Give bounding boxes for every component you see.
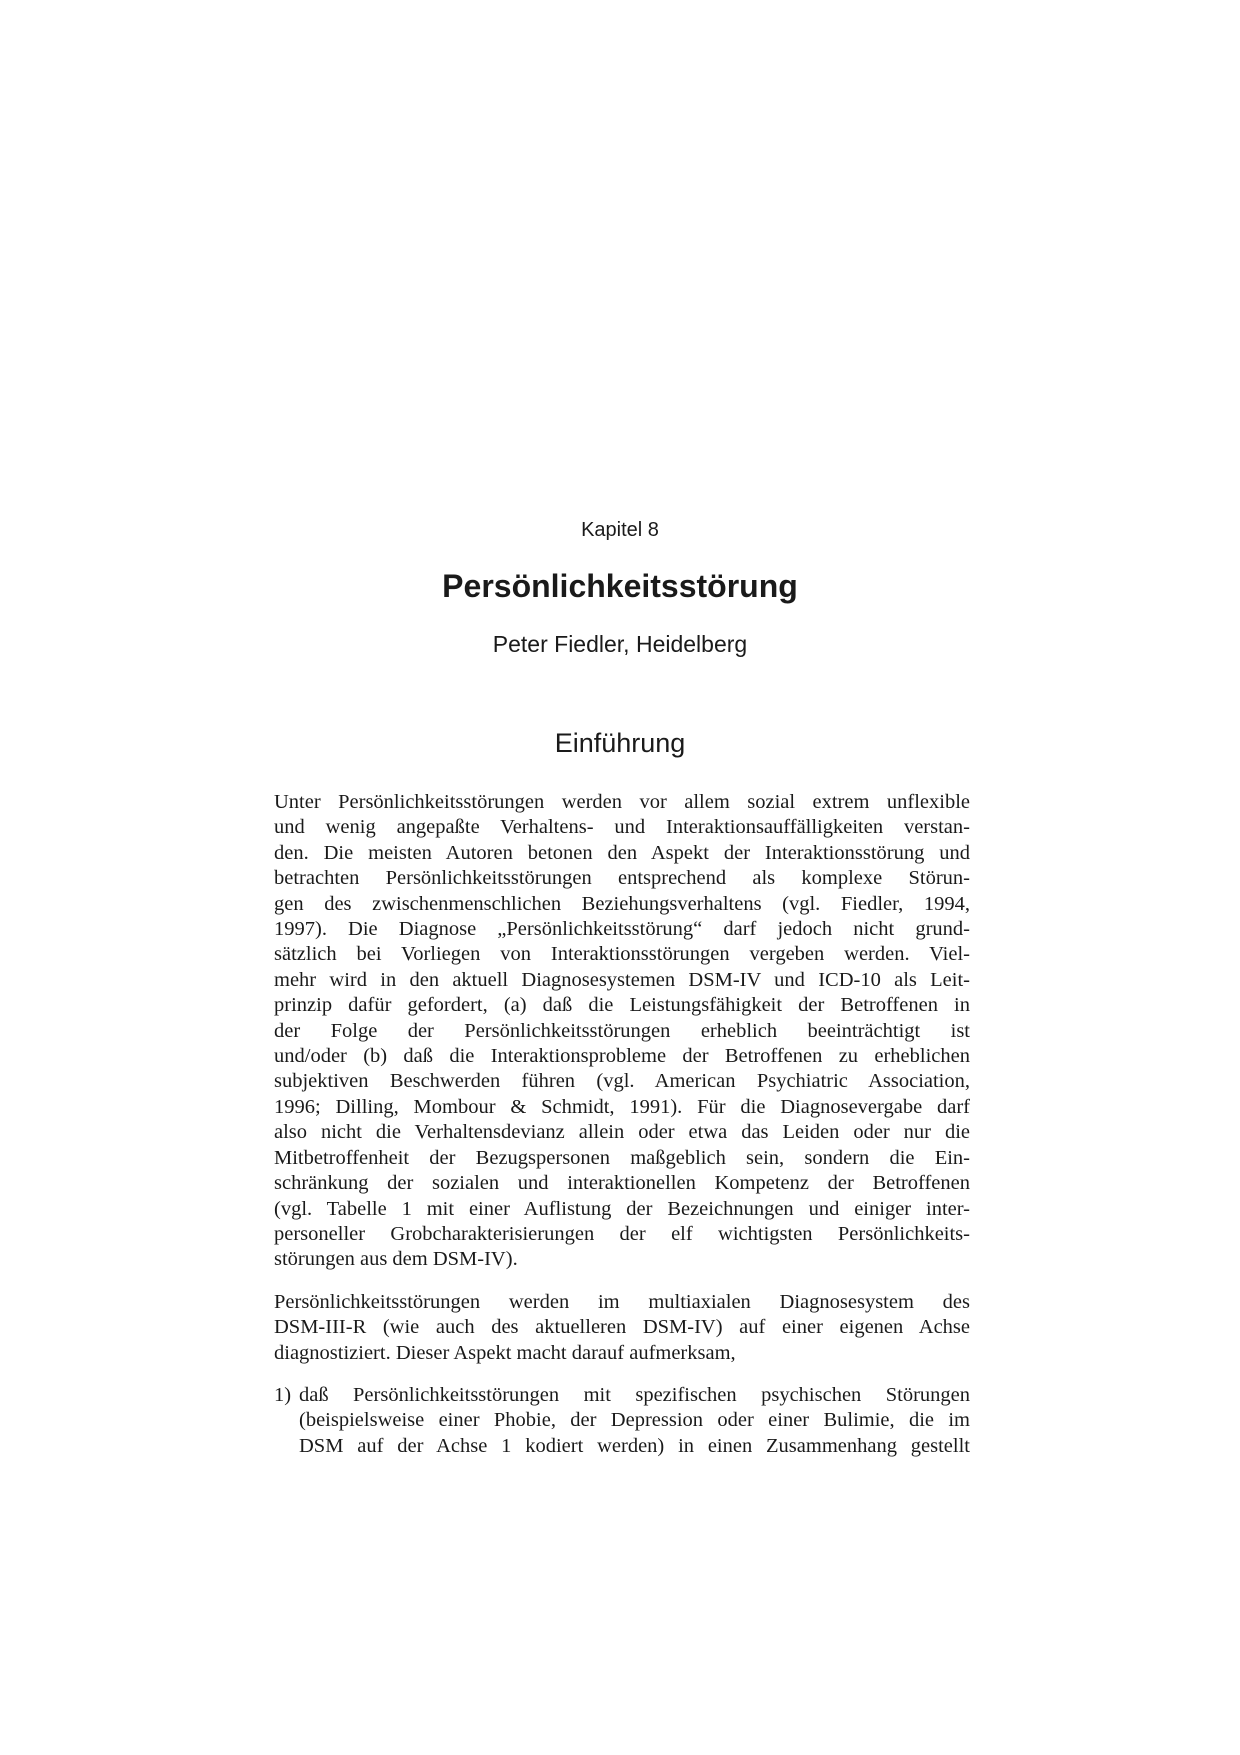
text-line: prinzip dafür gefordert, (a) daß die Leistungsfähigkeit der Betroffenen in (274, 994, 970, 1017)
text-line: (beispielsweise einer Phobie, der Depression oder einer Bulimie, die im (299, 1409, 970, 1432)
text-line: Persönlichkeitsstörungen werden im multiaxialen Diagnosesystem des (274, 1291, 970, 1313)
text-line: betrachten Persönlichkeitsstörungen entsprechend als komplexe Störun- (274, 867, 970, 890)
text-line: (vgl. Tabelle 1 mit einer Auflistung der Bezeichnungen und einiger inter- (274, 1197, 970, 1220)
numbered-list (274, 1383, 970, 1459)
text-line: personeller Grobcharakterisierungen der elf wichtigsten Persönlichkeits- (274, 1222, 970, 1245)
text-line: DSM auf der Achse 1 kodiert werden) in einen Zusammenhang gestellt (299, 1434, 970, 1457)
chapter-title: Persönlichkeitsstörung (442, 568, 798, 604)
text-line: daß Persönlichkeitsstörungen mit spezifischen psychischen Störungen (299, 1384, 970, 1406)
text-line: den. Die meisten Autoren betonen den Aspekt der Interaktionsstörung und (274, 841, 970, 864)
list-marker: 1) (274, 1384, 292, 1406)
section-heading: Einführung (554, 728, 686, 758)
text-line: der Folge der Persönlichkeitsstörungen erheblich beeinträchtigt ist (274, 1019, 970, 1042)
body-paragraph-1 (274, 790, 970, 1273)
text-line: störungen aus dem DSM-IV). (274, 1248, 518, 1271)
text-line: Unter Persönlichkeitsstörungen werden vor allem sozial extrem unflexible (274, 791, 970, 813)
text-line: sätzlich bei Vorliegen von Interaktionsstörungen vergeben werden. Viel- (274, 943, 970, 966)
text-line: diagnostiziert. Dieser Aspekt macht darauf aufmerksam, (274, 1341, 736, 1364)
list-item (274, 1383, 970, 1459)
text-line: also nicht die Verhaltensdevianz allein oder etwa das Leiden oder nur die (274, 1121, 970, 1144)
text-line: 1996; Dilling, Mombour & Schmidt, 1991). Für die Diagnosevergabe darf (274, 1095, 970, 1118)
text-line: und/oder (b) daß die Interaktionsprobleme der Betroffenen zu erheblichen (274, 1045, 970, 1068)
text-line: 1997). Die Diagnose „Persönlichkeitsstörung“ darf jedoch nicht grund- (274, 918, 970, 941)
text-line: und wenig angepaßte Verhaltens- und Interaktionsauffälligkeiten verstan- (274, 816, 970, 839)
text-line: schränkung der sozialen und interaktionellen Kompetenz der Betroffenen (274, 1172, 970, 1195)
chapter-label: Kapitel 8 (581, 519, 659, 541)
text-line: subjektiven Beschwerden führen (vgl. American Psychiatric Association, (274, 1070, 970, 1093)
text-line: gen des zwischenmenschlichen Beziehungsverhaltens (vgl. Fiedler, 1994, (274, 892, 970, 915)
author-line: Peter Fiedler, Heidelberg (492, 631, 748, 657)
text-line: mehr wird in den aktuell Diagnosesystemen DSM-IV und ICD-10 als Leit- (274, 968, 970, 991)
text-line: DSM-III-R (wie auch des aktuelleren DSM-IV) auf einer eigenen Achse (274, 1316, 970, 1339)
text-line: Mitbetroffenheit der Bezugspersonen maßgeblich sein, sondern die Ein- (274, 1146, 970, 1169)
body-paragraph-2 (274, 1290, 970, 1366)
